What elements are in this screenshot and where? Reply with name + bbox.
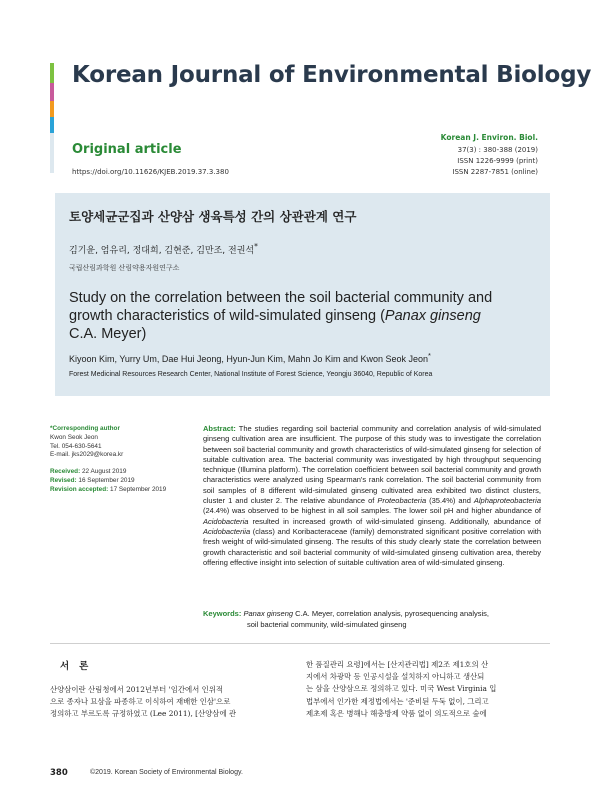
title-block	[55, 193, 550, 396]
keywords-label: Keywords:	[203, 609, 242, 618]
abstract: Abstract: The studies regarding soil bacterial community and correlation analysis of wild-simulated ginseng cultivation area are insufficient. The purpose of this study was to investigate the correlation between soil bacterial community and growth characteristics of wild-simulated ginseng for selection of suitable cultivation area. The bacterial community was investigated by high throughput sequencing technique (Illumina platform). The correlation coefficient between soil bacterial community and growth characteristics were analyzed using Spearman's rank correlation. The soil bacterial community from soil samples of 8 different wild-simulated ginseng cultivated area exhibited two distinct clusters, cluster 1 and cluster 2. The relative abundance of Proteobacteria (35.4%) and Alphaproteobacteria (24.4%) was observed to be highest in all soil samples. The lower soil pH and higher abundance of Acidobacteria resulted in increased growth of wild-simulated ginseng. Additionally, abundance of Acidobacteriia (class) and Koribacteraceae (family) demonstrated significant positive correlation with fresh weight of wild-simulated ginseng. The results of this study clearly state the correlation between growth characteristic and soil bacterial community of wild-simulated ginseng cultivation area, thereby offering effective insight into selection of suitable cultivation area of wild-simulated ginseng.	[203, 424, 541, 567]
doi-link[interactable]: https://doi.org/10.11626/KJEB.2019.37.3.380	[72, 168, 229, 176]
volume-pages: 37(3) : 380-388 (2019)	[457, 146, 538, 154]
revised-date: Revised: 16 September 2019	[50, 476, 135, 484]
body-left-column	[50, 684, 236, 721]
color-bar-green	[50, 63, 54, 83]
copyright-notice: ©2019. Korean Society of Environmental Biology.	[90, 769, 243, 776]
korean-authors: 김기윤, 엄유리, 정대희, 김현준, 김만조, 전권석*	[69, 242, 258, 256]
received-date: Received: 22 August 2019	[50, 468, 127, 476]
color-bar-blue	[50, 117, 54, 133]
body-line: 한 품질관리 요령]에서는 [산지관리법] 제2조 제1호의 산	[306, 660, 489, 669]
english-title: Study on the correlation between the soil bacterial community and growth characteristics of wild-simulated ginseng (Panax ginseng C.A. Meyer)	[69, 290, 493, 342]
color-bar-orange	[50, 101, 54, 117]
corresponding-name: Kwon Seok Jeon	[50, 433, 98, 441]
page-number: 380	[50, 768, 68, 778]
korean-title: 토양세균군집과 산양삼 생육특성 간의 상관관계 연구	[69, 209, 357, 224]
body-line: 법부에서 인가한 제정법에서는 '준비된 두둑 없이, 그리고	[306, 696, 489, 706]
corresponding-email[interactable]: E-mail. jks2029@korea.kr	[50, 451, 124, 459]
accepted-date: Revision accepted: 17 September 2019	[50, 485, 167, 493]
issn-online: ISSN 2287-7851 (online)	[452, 168, 538, 176]
korean-affiliation: 국립산림과학원 산림약용자원연구소	[69, 264, 180, 272]
body-right-column	[306, 659, 496, 720]
section-divider	[50, 643, 550, 644]
body-line: 제초제 혹은 병해나 해충방제 약품 없이 의도적으로 숲에	[306, 708, 487, 718]
keywords: Keywords: Panax ginseng C.A. Meyer, correlation analysis, pyrosequencing analysis, soil bacterial community, wild-simulated ginseng	[203, 609, 489, 629]
body-line: 산양삼이란 산림청에서 2012년부터 '임간에서 인위적	[50, 685, 224, 694]
english-affiliation: Forest Medicinal Resources Research Center, National Institute of Forest Science, Yeongju 36040, Republic of Korea	[69, 371, 433, 378]
journal-abbrev: Korean J. Environ. Biol.	[440, 133, 538, 142]
article-type: Original article	[72, 142, 182, 157]
body-line: 으로 종자나 묘삼을 파종하고 이식하여 재배한 인삼'으로	[50, 697, 231, 707]
issn-print: ISSN 1226-9999 (print)	[457, 157, 538, 165]
article-info-sidebar	[50, 425, 195, 495]
corresponding-tel: Tel. 054-630-5641	[50, 442, 102, 450]
citation-meta	[441, 132, 538, 178]
journal-title: Korean Journal of Environmental Biology	[72, 62, 592, 88]
abstract-label: Abstract:	[203, 424, 236, 433]
color-bar-light	[50, 133, 54, 173]
section-title: 서론	[60, 661, 99, 672]
english-authors: Kiyoon Kim, Yurry Um, Dae Hui Jeong, Hyun-Jun Kim, Mahn Jo Kim and Kwon Seok Jeon*	[69, 351, 431, 364]
species-name: Panax ginseng	[384, 308, 481, 324]
body-line: 정의하고 부르도록 규정하였고 (Lee 2011), [산양삼에 관	[50, 709, 237, 719]
body-line: 지에서 차광막 등 인공시설을 설치하지 아니하고 생산되	[306, 672, 485, 682]
color-bar-magenta	[50, 83, 54, 101]
body-line: 는 삼을 산양삼으로 정의하고 있다. 미국 West Virginia 입	[306, 684, 497, 694]
corresponding-label: *Corresponding author	[50, 425, 120, 432]
